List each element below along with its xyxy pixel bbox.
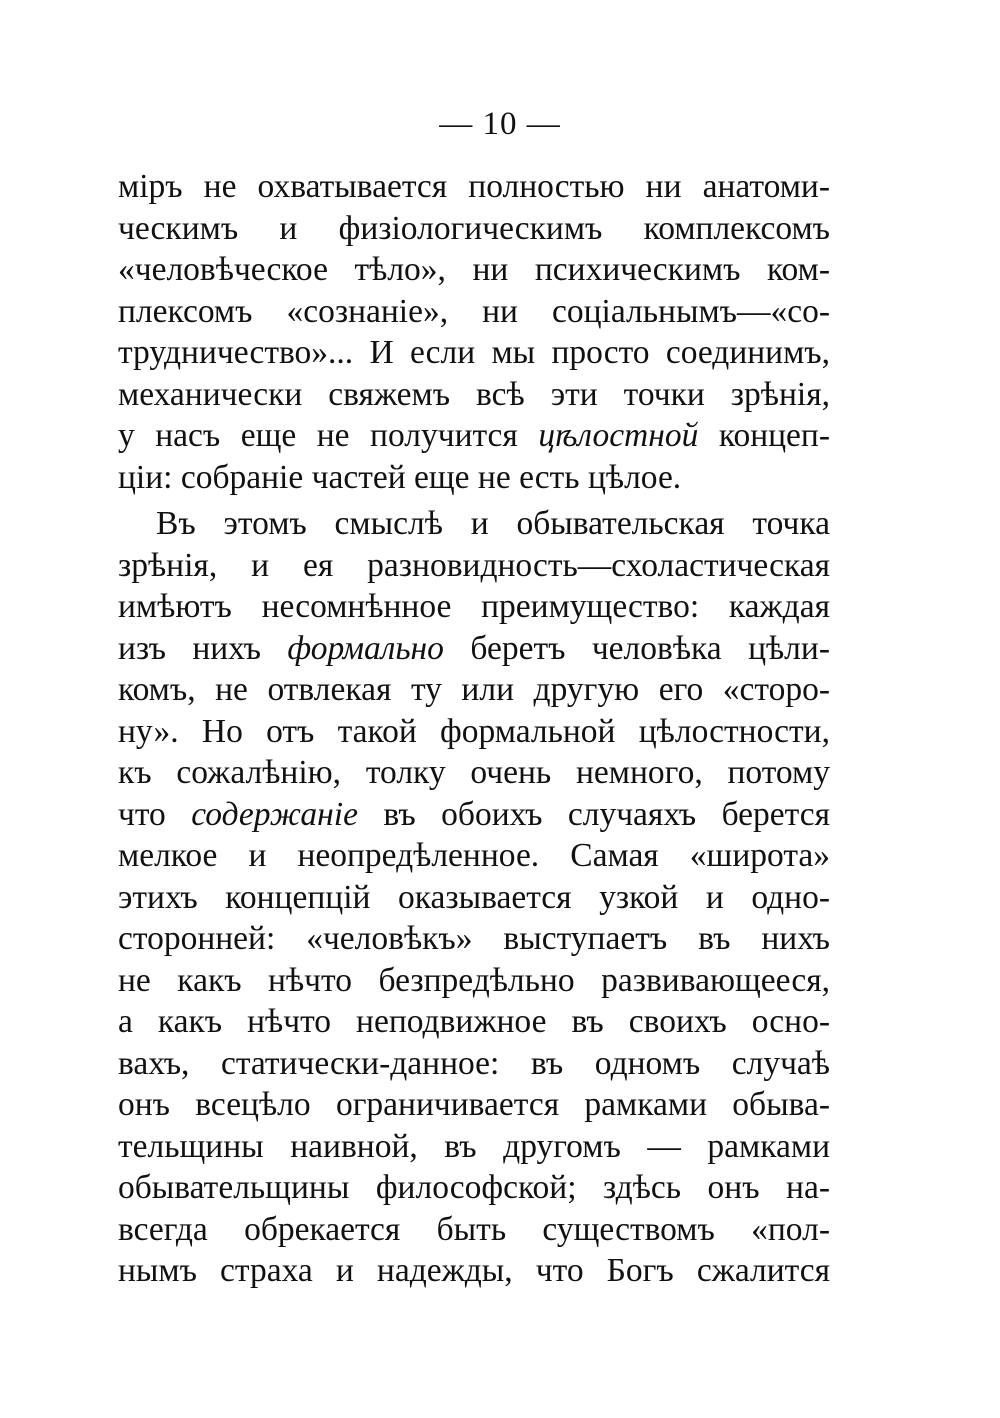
- text-line: [118, 918, 830, 960]
- text-line: [118, 794, 830, 836]
- text-segment: вахъ, статически-данное: въ одномъ случаѣ: [118, 1044, 830, 1082]
- text-line: [118, 1084, 830, 1126]
- text-line: [118, 669, 830, 711]
- text-line: [118, 752, 830, 794]
- text-line: [118, 877, 830, 919]
- text-segment: что: [118, 795, 192, 833]
- italic-emphasis: формально: [287, 629, 444, 667]
- text-line: [118, 1250, 830, 1292]
- text-line: [118, 503, 830, 545]
- text-segment: плексомъ «сознаніе», ни соціальнымъ—«со-: [118, 292, 830, 330]
- text-line: [118, 374, 830, 416]
- text-segment: трудничество»... И если мы просто соединимъ,: [118, 334, 830, 371]
- text-segment: всегда обрекается быть существомъ «пол-: [118, 1210, 830, 1248]
- italic-emphasis: цѣлостной: [538, 417, 699, 454]
- text-segment: у насъ еще не получится: [118, 417, 539, 454]
- text-line: [118, 835, 830, 877]
- text-segment: комъ, не отвлекая ту или другую его «сторо-: [118, 671, 830, 708]
- text-line: [118, 711, 830, 753]
- text-segment: нымъ страха и надежды, что Богъ сжалится: [118, 1252, 830, 1289]
- text-segment: концеп-: [698, 417, 830, 454]
- text-line: [118, 1126, 830, 1168]
- text-line: [118, 628, 830, 670]
- page-number: — 10 —: [439, 106, 561, 142]
- text-segment: тельщины наивной, въ другомъ — рамками: [118, 1127, 830, 1165]
- text-segment: въ обоихъ случаяхъ берется: [357, 795, 830, 833]
- text-segment: мелкое и неопредѣленное. Самая «широта»: [118, 837, 830, 874]
- text-line: [118, 332, 830, 374]
- text-segment: имѣютъ несомнѣнное преимущество: каждая: [118, 588, 830, 625]
- text-line: [118, 960, 830, 1002]
- text-segment: ческимъ и физіологическимъ комплексомъ: [118, 209, 830, 247]
- text-line: [118, 1209, 830, 1251]
- text-segment: зрѣнія, и ея разновидность—схоластическая: [118, 546, 830, 584]
- paragraph: [118, 503, 830, 1292]
- text-line: [118, 457, 830, 499]
- text-line: [118, 249, 830, 291]
- text-segment: а какъ нѣчто неподвижное въ своихъ осно-: [118, 1003, 830, 1040]
- text-line: [118, 1167, 830, 1209]
- text-segment: «человѣческое тѣло», ни психическимъ ком-: [118, 251, 830, 288]
- text-segment: къ сожалѣнію, толку очень немного, потому: [118, 754, 830, 791]
- text-line: [118, 415, 830, 457]
- text-segment: Въ этомъ смыслѣ и обывательская точка: [156, 505, 830, 542]
- text-segment: изъ нихъ: [118, 629, 288, 667]
- text-segment: міръ не охватывается полностью ни анатоми-: [118, 168, 830, 205]
- text-line: [118, 1001, 830, 1043]
- text-segment: этихъ концепцій оказывается узкой и одно-: [118, 878, 830, 916]
- text-line: [118, 545, 830, 587]
- text-segment: онъ всецѣло ограничивается рамками обыва-: [118, 1086, 830, 1123]
- text-segment: ну». Но отъ такой формальной цѣлостности,: [118, 712, 830, 750]
- text-segment: беретъ человѣка цѣли-: [443, 629, 830, 667]
- text-segment: обывательщины философской; здѣсь онъ на-: [118, 1169, 830, 1206]
- text-line: [118, 291, 830, 333]
- italic-emphasis: содержаніе: [191, 795, 358, 833]
- text-segment: не какъ нѣчто безпредѣльно развивающееся,: [118, 961, 830, 999]
- body-text: [118, 166, 830, 1292]
- text-segment: сторонней: «человѣкъ» выступаетъ въ нихъ: [118, 920, 830, 957]
- text-segment: механически свяжемъ всѣ эти точки зрѣнія,: [118, 375, 830, 413]
- text-line: [118, 586, 830, 628]
- text-line: [118, 166, 830, 208]
- text-line: [118, 1043, 830, 1085]
- text-segment: ціи: собраніе частей еще не есть цѣлое.: [118, 458, 682, 496]
- paragraph: [118, 166, 830, 498]
- text-line: [118, 208, 830, 250]
